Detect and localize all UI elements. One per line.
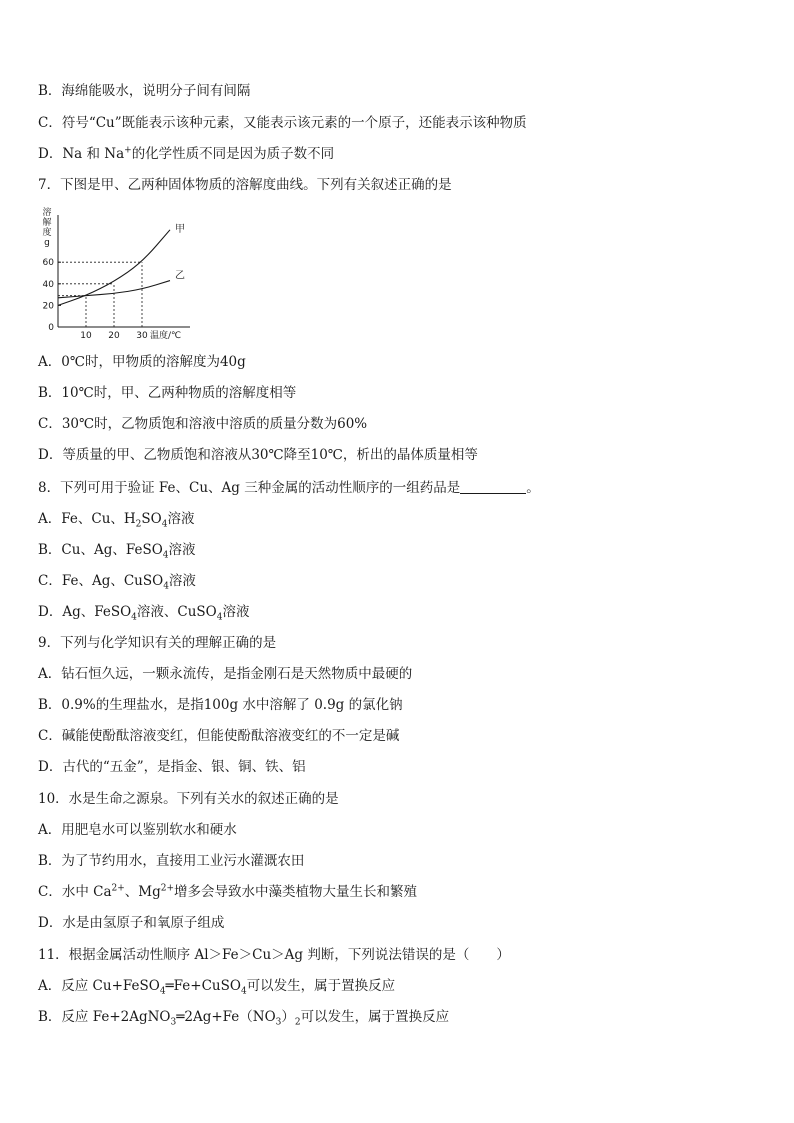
q10-option-c: C．水中 $Ca^{2+}$、$Mg^{2+}$增多会导致水中藻类植物大量生长和繁殖 [38, 883, 418, 900]
q9-option-a: A．钻石恒久远，一颗永流传，是指金刚石是天然物质中最硬的 [38, 666, 413, 682]
x-tick-label: 30 [136, 331, 148, 341]
q10-stem: 10．水是生命之源泉。下列有关水的叙述正确的是 [38, 791, 339, 807]
q7-option-a: A．0℃时，甲物质的溶解度为40g [38, 354, 246, 370]
x-tick-label: 10 [80, 331, 92, 341]
y-axis-label-char: g [44, 238, 50, 248]
q11-stem: 11．根据金属活动性顺序 Al＞Fe＞Cu＞Ag 判断，下列说法错误的是（ ） [38, 947, 510, 963]
q9-option-b: B．0.9%的生理盐水，是指100g 水中溶解了 0.9g 的氯化钠 [38, 697, 403, 713]
q8-stem: 8．下列可用于验证 Fe、Cu、Ag 三种金属的活动性顺序的一组药品是 。 [38, 480, 540, 496]
series-label-1: 甲 [175, 223, 185, 235]
q9-option-d: D．古代的“五金”，是指金、银、铜、铁、铝 [38, 759, 306, 775]
q9-stem: 9．下列与化学知识有关的理解正确的是 [38, 635, 277, 651]
q10-option-d: D．水是由氢原子和氧原子组成 [38, 915, 225, 931]
q8-option-d: D．Ag、FeSO$_4$溶液、CuSO$_4$溶液 [38, 604, 250, 623]
y-tick-label: 40 [42, 279, 54, 290]
q7-stem: 7．下图是甲、乙两种固体物质的溶解度曲线。下列有关叙述正确的是 [38, 177, 452, 193]
y-tick-label: 20 [42, 301, 54, 312]
series-label-2: 乙 [175, 270, 185, 282]
x-tick-label: 20 [108, 331, 120, 341]
x-axis-label: 温度/℃ [150, 331, 182, 341]
q11-option-b: B．反应 $Fe+2AgNO_3═2Ag+Fe(NO_3)_2$可以发生，属于置换反应 [38, 1009, 450, 1028]
y-tick-label: 0 [48, 323, 54, 333]
answer-blank [460, 479, 526, 494]
q11-option-a: A．反应 Cu+FeSO$_4$═Fe+CuSO$_4$可以发生，属于置换反应 [38, 978, 396, 997]
q8-option-b: B．Cu、Ag、FeSO$_4$溶液 [38, 542, 196, 561]
q10-option-b: B．为了节约用水，直接用工业污水灌溉农田 [38, 853, 305, 869]
y-axis-label-char: 溶 [42, 208, 52, 218]
q8-option-c: C．Fe、Ag、CuSO$_4$溶液 [38, 573, 196, 592]
solubility-chart [36, 202, 196, 342]
y-tick-label: 60 [42, 258, 54, 269]
q7-option-d: D．等质量的甲、乙物质饱和溶液从30℃降至10℃，析出的晶体质量相等 [38, 447, 478, 463]
q6-option-d: D．Na 和 Na+的化学性质不同是因为质子数不同 [38, 145, 335, 162]
q7-option-c: C．30℃时，乙物质饱和溶液中溶质的质量分数为60% [38, 416, 368, 432]
y-axis-label-char: 度 [42, 228, 52, 238]
q8-option-a: A．Fe、Cu、$H_2SO_4$溶液 [38, 511, 195, 530]
q9-option-c: C．碱能使酚酞溶液变红，但能使酚酞溶液变红的不一定是碱 [38, 728, 400, 744]
q7-option-b: B．10℃时，甲、乙两种物质的溶解度相等 [38, 385, 297, 401]
y-axis-label-char: 解 [42, 218, 52, 228]
q6-option-c: C．符号“Cu”既能表示该种元素，又能表示该元素的一个原子，还能表示该种物质 [38, 115, 527, 131]
q6-option-b: B．海绵能吸水，说明分子间有间隔 [38, 83, 251, 99]
q10-option-a: A．用肥皂水可以鉴别软水和硬水 [38, 822, 237, 838]
